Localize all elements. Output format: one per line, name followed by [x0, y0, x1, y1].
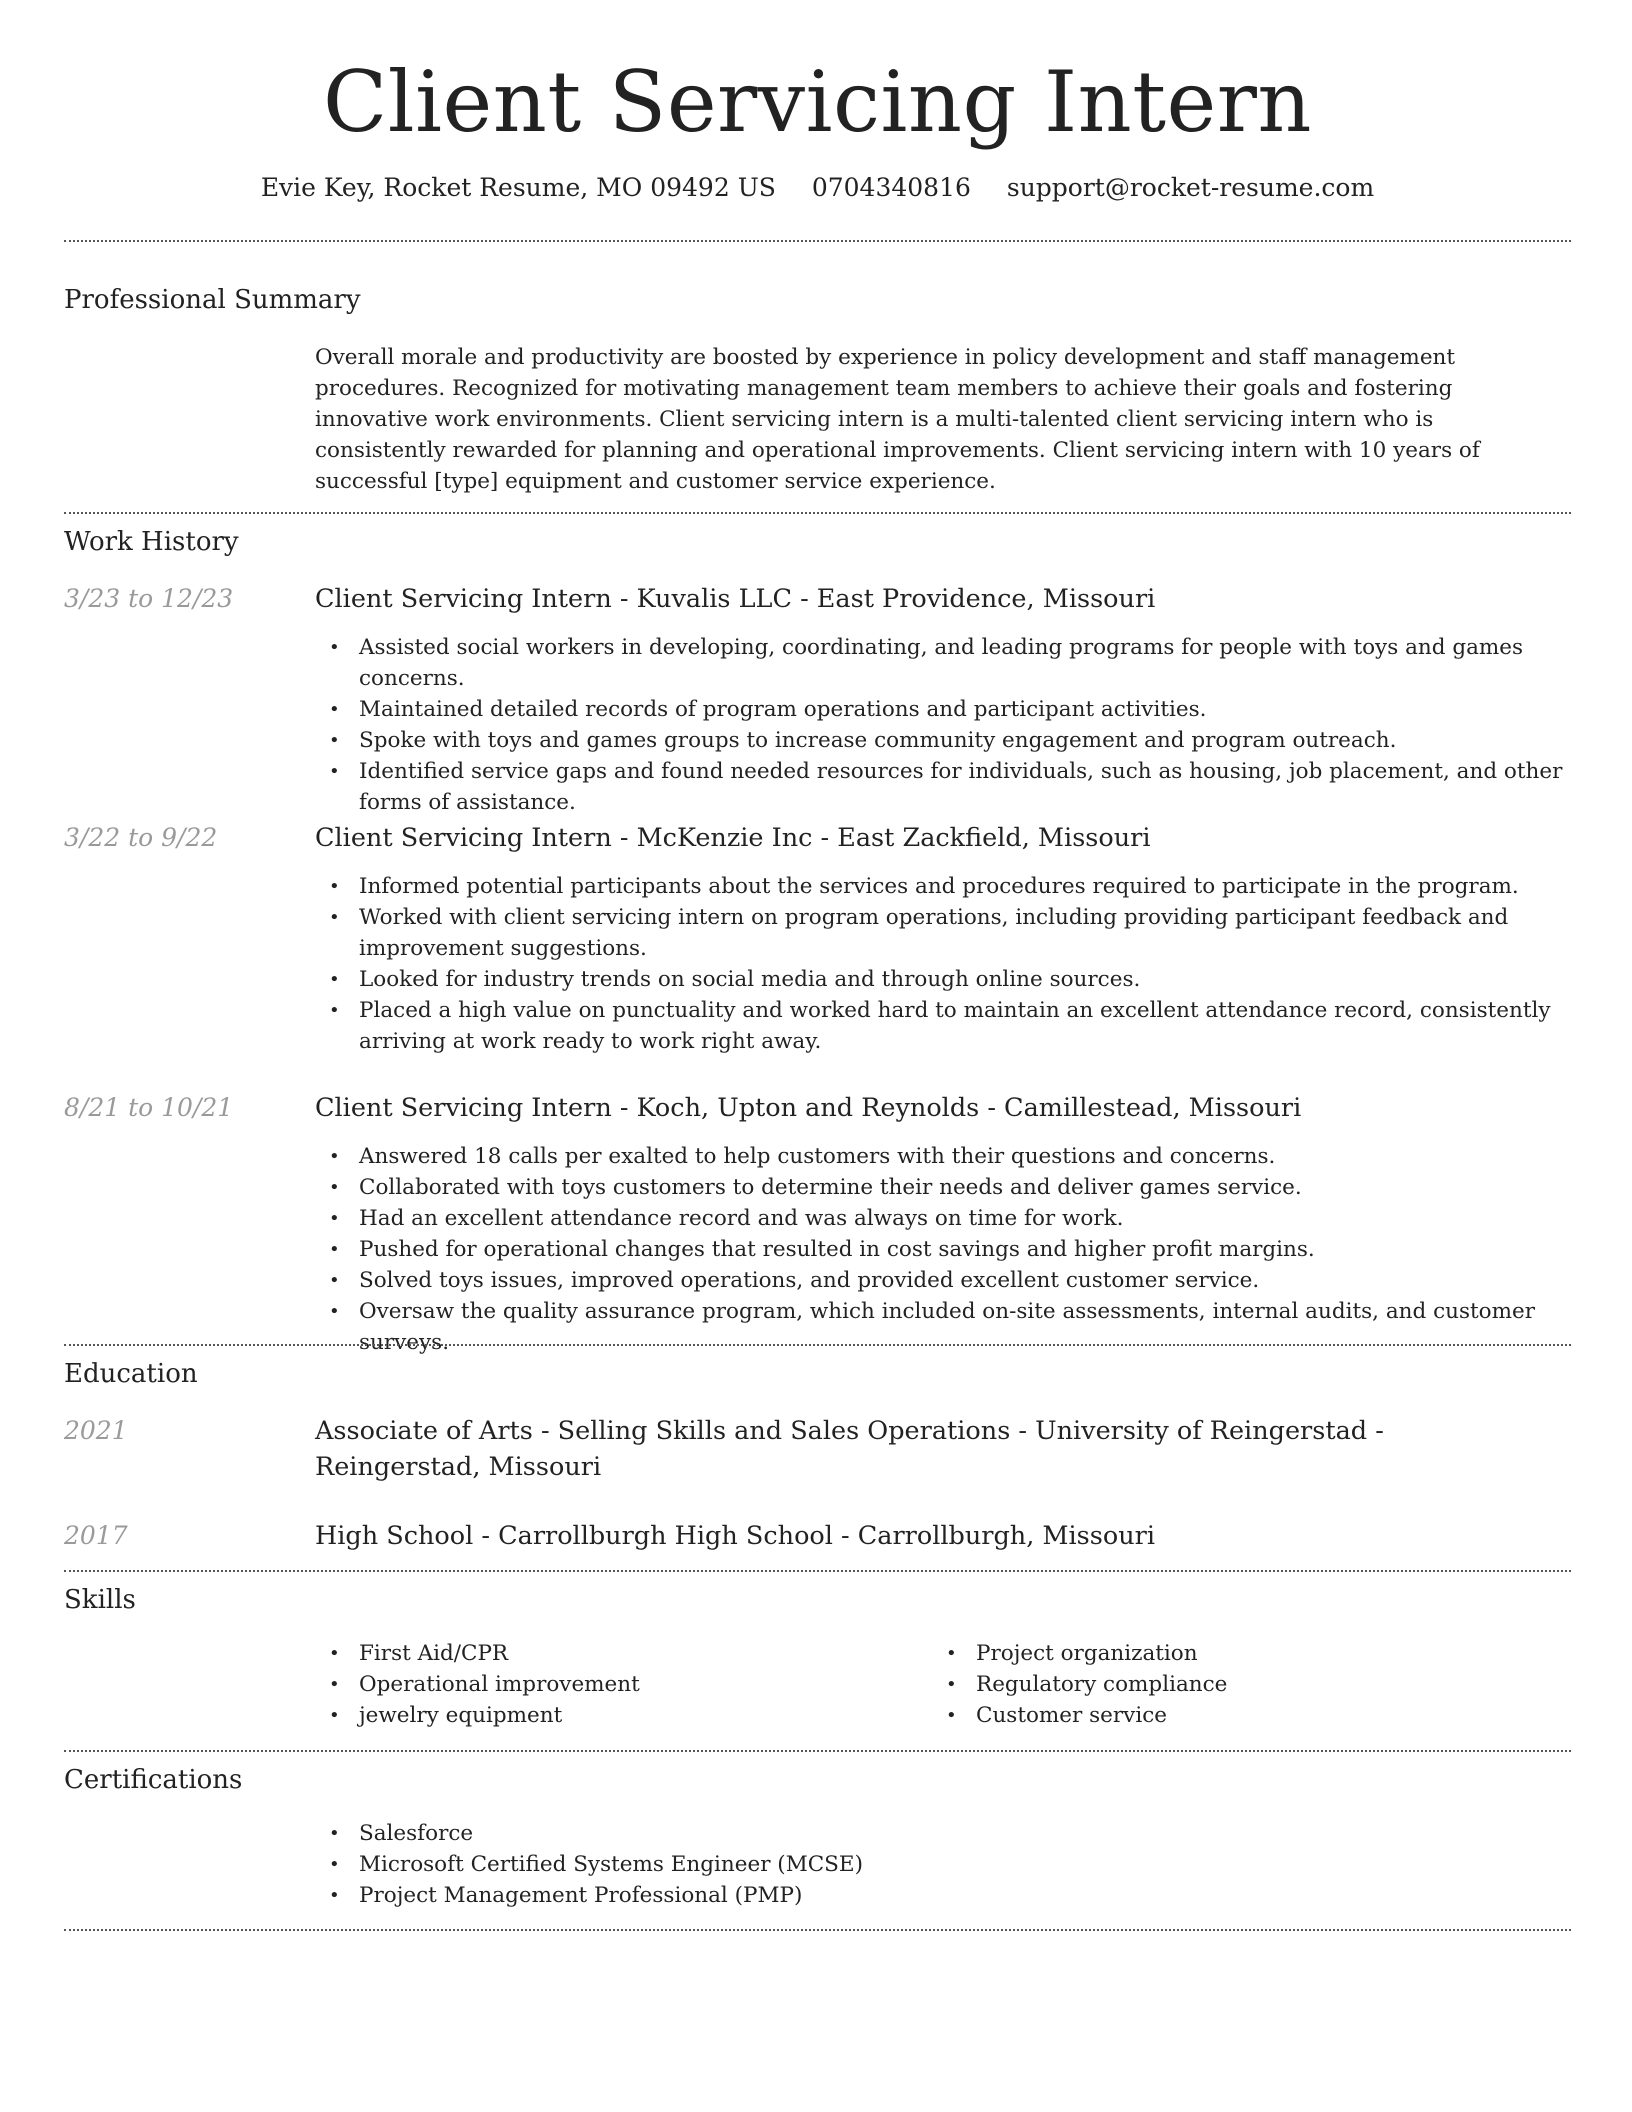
list-item: • Regulatory compliance — [932, 1669, 1532, 1700]
section-divider — [64, 1570, 1571, 1572]
list-item: • Informed potential participants about the services and procedures required to participate in the program. — [315, 871, 1571, 902]
list-item: • Looked for industry trends on social media and through online sources. — [315, 964, 1571, 995]
education-year: 2021 — [64, 1416, 128, 1445]
list-item: • Oversaw the quality assurance program, which included on-site assessments, internal audits, and customer surveys. — [315, 1296, 1571, 1358]
contact-phone: 0704340816 — [811, 173, 971, 202]
list-item: • Salesforce — [315, 1818, 1571, 1849]
job-bullets — [315, 632, 1571, 818]
list-item: • Microsoft Certified Systems Engineer (MCSE) — [315, 1849, 1571, 1880]
list-item: • Answered 18 calls per exalted to help customers with their questions and concerns. — [315, 1141, 1571, 1172]
list-item: • Maintained detailed records of program operations and participant activities. — [315, 694, 1571, 725]
list-item: • Spoke with toys and games groups to increase community engagement and program outreach. — [315, 725, 1571, 756]
list-item: • Pushed for operational changes that resulted in cost savings and higher profit margins. — [315, 1234, 1571, 1265]
job-dates: 8/21 to 10/21 — [64, 1093, 234, 1122]
list-item: • Had an excellent attendance record and was always on time for work. — [315, 1203, 1571, 1234]
contact-address: Evie Key, Rocket Resume, MO 09492 US — [260, 173, 776, 202]
summary-heading: Professional Summary — [64, 285, 361, 315]
section-divider — [64, 1750, 1571, 1752]
skills-list-left — [315, 1638, 915, 1731]
job-dates: 3/22 to 9/22 — [64, 823, 218, 852]
certifications-heading: Certifications — [64, 1765, 243, 1795]
list-item: • Operational improvement — [315, 1669, 915, 1700]
section-divider — [64, 512, 1571, 514]
section-divider — [64, 1344, 1571, 1346]
resume-title: Client Servicing Intern — [323, 53, 1312, 151]
job-bullets — [315, 1141, 1571, 1358]
job-title: Client Servicing Intern - Koch, Upton and Reynolds - Camillestead, Missouri — [315, 1093, 1302, 1123]
contact-email: support@rocket-resume.com — [1006, 173, 1375, 202]
job-title: Client Servicing Intern - McKenzie Inc - East Zackfield, Missouri — [315, 823, 1151, 853]
skills-list-right — [932, 1638, 1532, 1731]
job-dates: 3/23 to 12/23 — [64, 584, 234, 613]
education-year: 2017 — [64, 1521, 128, 1550]
list-item: • Assisted social workers in developing, coordinating, and leading programs for people with toys and games concerns. — [315, 632, 1571, 694]
section-divider — [64, 1929, 1571, 1931]
certifications-list — [315, 1818, 1571, 1911]
list-item: • Identified service gaps and found needed resources for individuals, such as housing, job placement, and other forms of assistance. — [315, 756, 1571, 818]
work-history-heading: Work History — [64, 527, 239, 557]
list-item: • Placed a high value on punctuality and worked hard to maintain an excellent attendance record, consistently arriving at work ready to work right away. — [315, 995, 1571, 1057]
education-title: Associate of Arts - Selling Skills and Sales Operations - University of Reingerstad - Reingerstad, Missouri — [315, 1416, 1384, 1482]
list-item: • Project organization — [932, 1638, 1532, 1669]
list-item: • Solved toys issues, improved operations, and provided excellent customer service. — [315, 1265, 1571, 1296]
job-title: Client Servicing Intern - Kuvalis LLC - East Providence, Missouri — [315, 584, 1156, 614]
summary-text: Overall morale and productivity are boosted by experience in policy development and staff management procedures. Recognized for motivating management team members to achieve their goals and fostering innovative work environments. Client servicing intern is a multi-talented client servicing intern who is consistently rewarded for planning and operational improvements. Client servicing intern with 10 years of successful [type] equipment and customer service experience. — [315, 345, 1480, 494]
education-title: High School - Carrollburgh High School - Carrollburgh, Missouri — [315, 1521, 1155, 1551]
list-item: • Worked with client servicing intern on program operations, including providing participant feedback and improvement suggestions. — [315, 902, 1571, 964]
list-item: • Collaborated with toys customers to determine their needs and deliver games service. — [315, 1172, 1571, 1203]
contact-line — [64, 170, 1571, 206]
education-heading: Education — [64, 1359, 198, 1389]
section-divider — [64, 240, 1571, 242]
job-bullets — [315, 871, 1571, 1057]
resume-page — [64, 0, 1571, 2112]
list-item: • jewelry equipment — [315, 1700, 915, 1731]
list-item: • Customer service — [932, 1700, 1532, 1731]
skills-heading: Skills — [64, 1585, 136, 1615]
list-item: • First Aid/CPR — [315, 1638, 915, 1669]
list-item: • Project Management Professional (PMP) — [315, 1880, 1571, 1911]
